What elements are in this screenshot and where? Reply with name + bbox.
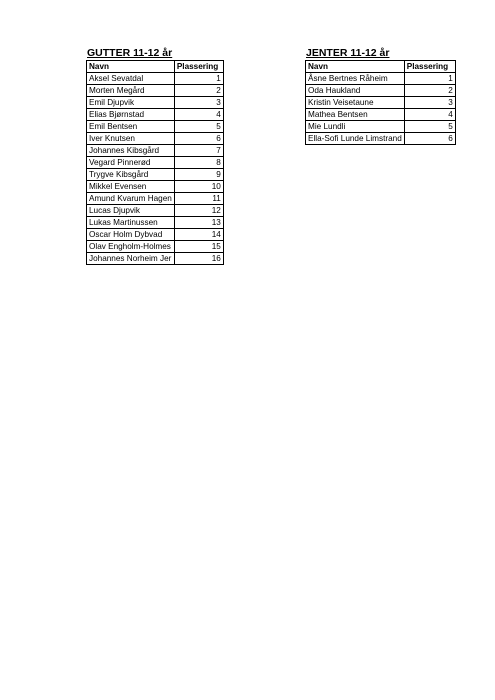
table-row: [87, 133, 224, 145]
placement-cell: 1: [174, 73, 223, 85]
placement-cell: 2: [174, 85, 223, 97]
girls-title: JENTER 11-12 år: [306, 47, 390, 59]
table-row: [87, 229, 224, 241]
athlete-name-cell: Amund Kvarum Hagen: [87, 193, 175, 205]
athlete-name-cell: Johannes Kibsgård: [87, 145, 175, 157]
athlete-name-cell: Morten Megård: [87, 85, 175, 97]
table-row: [87, 145, 224, 157]
athlete-name-cell: Lukas Martinussen: [87, 217, 175, 229]
athlete-name-cell: Oscar Holm Dybvad: [87, 229, 175, 241]
table-row: [87, 241, 224, 253]
table-row: [306, 121, 456, 133]
placement-cell: 15: [174, 241, 223, 253]
placement-cell: 8: [174, 157, 223, 169]
girls-section: [305, 46, 456, 145]
athlete-name-cell: Olav Engholm-Holmes: [87, 241, 175, 253]
table-row: [87, 193, 224, 205]
placement-cell: 5: [174, 121, 223, 133]
athlete-name-cell: Johannes Norheim Jer: [87, 253, 175, 265]
table-row: [87, 97, 224, 109]
placement-cell: 12: [174, 205, 223, 217]
placement-column-header: Plassering: [174, 61, 223, 73]
girls-table-body: [306, 73, 456, 145]
placement-cell: 2: [404, 85, 455, 97]
athlete-name-cell: Mikkel Evensen: [87, 181, 175, 193]
athlete-name-cell: Trygve Kibsgård: [87, 169, 175, 181]
table-row: [87, 73, 224, 85]
table-row: [87, 181, 224, 193]
boys-section: [86, 46, 224, 265]
athlete-name-cell: Elias Bjørnstad: [87, 109, 175, 121]
table-row: [87, 205, 224, 217]
placement-cell: 7: [174, 145, 223, 157]
athlete-name-cell: Kristin Veisetaune: [306, 97, 405, 109]
athlete-name-cell: Aksel Sevatdal: [87, 73, 175, 85]
placement-cell: 6: [174, 133, 223, 145]
girls-results-table: [305, 60, 456, 145]
boys-title: GUTTER 11-12 år: [87, 47, 173, 59]
placement-cell: 4: [404, 109, 455, 121]
placement-cell: 3: [174, 97, 223, 109]
placement-cell: 1: [404, 73, 455, 85]
athlete-name-cell: Åsne Bertnes Råheim: [306, 73, 405, 85]
athlete-name-cell: Ella-Sofi Lunde Limstrand: [306, 133, 405, 145]
athlete-name-cell: Vegard Pinnerød: [87, 157, 175, 169]
table-row: [306, 97, 456, 109]
table-row: [87, 169, 224, 181]
name-column-header: Navn: [306, 61, 405, 73]
athlete-name-cell: Oda Haukland: [306, 85, 405, 97]
placement-cell: 9: [174, 169, 223, 181]
table-row: [306, 109, 456, 121]
boys-results-table: [86, 60, 224, 265]
table-row: [306, 133, 456, 145]
table-row: [87, 253, 224, 265]
athlete-name-cell: Lucas Djupvik: [87, 205, 175, 217]
table-row: [87, 85, 224, 97]
placement-cell: 4: [174, 109, 223, 121]
placement-cell: 11: [174, 193, 223, 205]
table-row: [87, 217, 224, 229]
placement-cell: 14: [174, 229, 223, 241]
placement-cell: 13: [174, 217, 223, 229]
table-row: [87, 121, 224, 133]
placement-cell: 6: [404, 133, 455, 145]
table-header-row: [306, 61, 456, 73]
athlete-name-cell: Mie Lundli: [306, 121, 405, 133]
placement-cell: 16: [174, 253, 223, 265]
placement-cell: 5: [404, 121, 455, 133]
athlete-name-cell: Emil Djupvik: [87, 97, 175, 109]
table-row: [87, 157, 224, 169]
table-header-row: [87, 61, 224, 73]
table-row: [87, 109, 224, 121]
athlete-name-cell: Iver Knutsen: [87, 133, 175, 145]
placement-cell: 10: [174, 181, 223, 193]
boys-table-body: [87, 73, 224, 265]
table-row: [306, 85, 456, 97]
placement-cell: 3: [404, 97, 455, 109]
athlete-name-cell: Emil Bentsen: [87, 121, 175, 133]
name-column-header: Navn: [87, 61, 175, 73]
table-row: [306, 73, 456, 85]
athlete-name-cell: Mathea Bentsen: [306, 109, 405, 121]
placement-column-header: Plassering: [404, 61, 455, 73]
